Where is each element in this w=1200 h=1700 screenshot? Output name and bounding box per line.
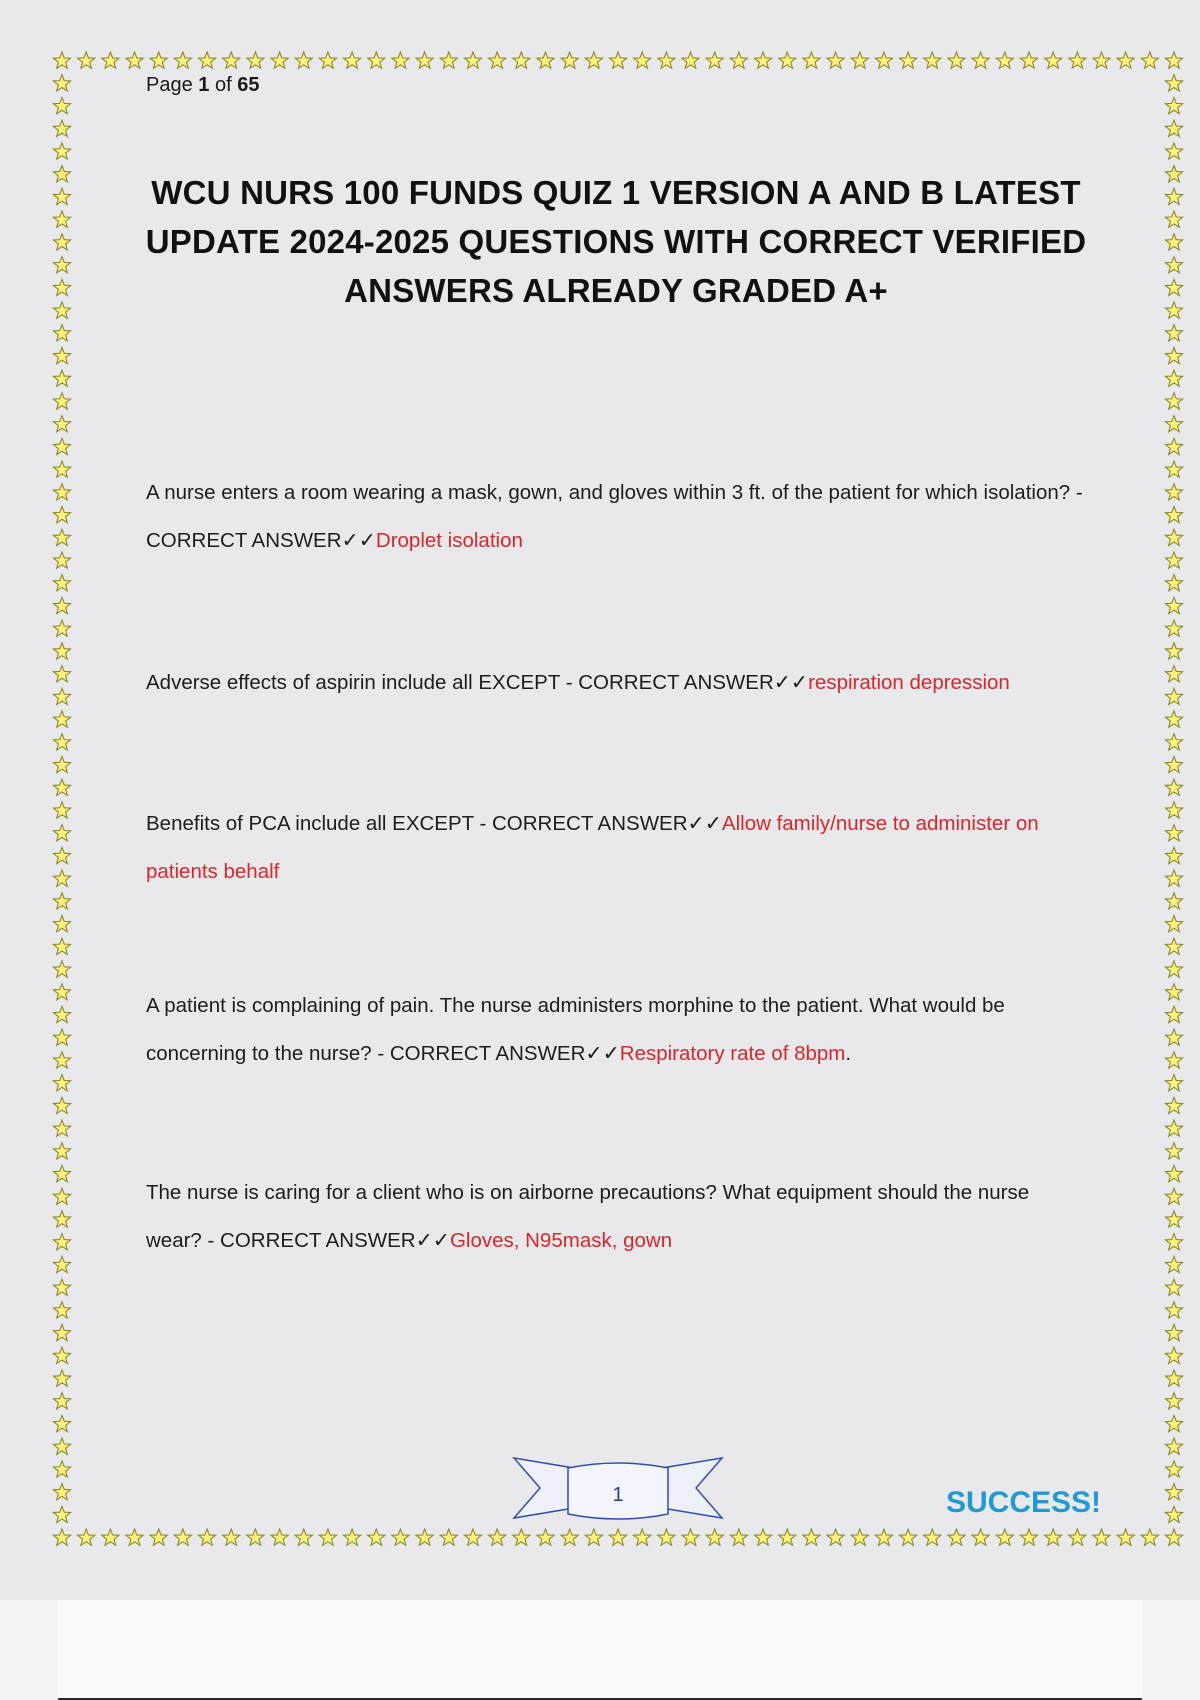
- star-icon: [53, 75, 70, 91]
- star-icon: [1165, 325, 1182, 341]
- star-icon: [1165, 643, 1182, 659]
- star-icon: [53, 1165, 70, 1181]
- star-icon: [1165, 120, 1182, 136]
- star-icon: [53, 1097, 70, 1113]
- star-icon: [706, 1529, 723, 1545]
- star-icon: [53, 257, 70, 273]
- star-icon: [1165, 1370, 1182, 1386]
- star-icon: [1165, 1097, 1182, 1113]
- star-icon: [1165, 711, 1182, 727]
- page-label: Page: [146, 74, 193, 96]
- star-icon: [1165, 1438, 1182, 1454]
- success-label: SUCCESS!: [946, 1486, 1102, 1519]
- star-icon: [247, 52, 264, 68]
- star-icon: [1165, 461, 1182, 477]
- star-icon: [440, 1529, 457, 1545]
- footer-page-number: 1: [612, 1484, 624, 1506]
- star-icon: [1165, 393, 1182, 409]
- star-icon: [319, 52, 336, 68]
- star-icon: [53, 302, 70, 318]
- star-icon: [174, 1529, 191, 1545]
- star-icon: [730, 52, 747, 68]
- star-icon: [1165, 75, 1182, 91]
- star-icon: [1093, 1529, 1110, 1545]
- page-number-header: [146, 74, 259, 97]
- qa-answer: Respiratory rate of 8bpm: [619, 1042, 846, 1065]
- star-icon: [53, 1324, 70, 1340]
- star-icon: [53, 893, 70, 909]
- star-icon: [295, 1529, 312, 1545]
- page-of-label: of: [214, 74, 232, 96]
- star-icon: [53, 575, 70, 591]
- star-icon: [1165, 1006, 1182, 1022]
- star-icon: [271, 1529, 288, 1545]
- star-icon: [53, 1279, 70, 1295]
- star-icon: [53, 915, 70, 931]
- star-icon: [1165, 529, 1182, 545]
- star-icon: [803, 52, 820, 68]
- star-icon: [368, 1529, 385, 1545]
- star-icon: [1165, 597, 1182, 613]
- star-icon: [53, 211, 70, 227]
- star-icon: [489, 52, 506, 68]
- star-icon: [53, 461, 70, 477]
- star-icon: [1165, 847, 1182, 863]
- star-icon: [53, 1256, 70, 1272]
- qa-item: [146, 659, 1086, 707]
- star-icon: [851, 1529, 868, 1545]
- star-icon: [1165, 734, 1182, 750]
- star-icon: [972, 1529, 989, 1545]
- star-icon: [53, 961, 70, 977]
- star-icon: [875, 52, 892, 68]
- star-icon: [53, 188, 70, 204]
- star-icon: [344, 1529, 361, 1545]
- star-icon: [1117, 1529, 1134, 1545]
- qa-answer: respiration depression: [808, 671, 1010, 694]
- star-icon: [996, 52, 1013, 68]
- star-icon: [53, 529, 70, 545]
- star-icon: [53, 120, 70, 136]
- star-icon: [706, 52, 723, 68]
- star-icon: [1045, 1529, 1062, 1545]
- star-icon: [53, 1120, 70, 1136]
- star-icon: [1165, 825, 1182, 841]
- star-icon: [1165, 1302, 1182, 1318]
- star-icon: [1165, 506, 1182, 522]
- star-icon: [53, 1461, 70, 1477]
- star-icon: [1165, 1256, 1182, 1272]
- qa-answer: Gloves, N95mask, gown: [449, 1229, 673, 1252]
- star-icon: [464, 1529, 481, 1545]
- star-icon: [658, 52, 675, 68]
- star-icon: [53, 847, 70, 863]
- star-icon: [53, 1006, 70, 1022]
- star-icon: [682, 1529, 699, 1545]
- star-icon: [754, 1529, 771, 1545]
- page-current: 1: [198, 74, 210, 96]
- star-icon: [779, 52, 796, 68]
- star-icon: [1165, 1165, 1182, 1181]
- star-icon: [53, 802, 70, 818]
- star-icon: [779, 1529, 796, 1545]
- star-icon: [416, 1529, 433, 1545]
- star-icon: [53, 1029, 70, 1045]
- star-icon: [1165, 756, 1182, 772]
- star-icon: [1165, 370, 1182, 386]
- star-icon: [1020, 52, 1037, 68]
- star-icon: [1165, 1324, 1182, 1340]
- qa-item: [146, 800, 1086, 896]
- qa-answer: Allow family/nurse to administer on patients behalf: [146, 812, 1039, 883]
- star-icon: [53, 984, 70, 1000]
- star-icon: [53, 734, 70, 750]
- star-icon: [53, 1052, 70, 1068]
- star-icon: [609, 1529, 626, 1545]
- star-icon: [53, 279, 70, 295]
- star-icon: [585, 52, 602, 68]
- star-icon: [1165, 915, 1182, 931]
- star-icon: [1165, 1234, 1182, 1250]
- star-icon: [53, 825, 70, 841]
- star-icon: [754, 52, 771, 68]
- star-icon: [53, 779, 70, 795]
- star-icon: [1165, 143, 1182, 159]
- star-icon: [1165, 166, 1182, 182]
- star-icon: [1165, 1143, 1182, 1159]
- star-icon: [271, 52, 288, 68]
- star-icon: [150, 1529, 167, 1545]
- star-icon: [537, 52, 554, 68]
- star-icon: [1165, 52, 1182, 68]
- star-icon: [102, 52, 119, 68]
- star-icon: [53, 1302, 70, 1318]
- star-icon: [53, 1506, 70, 1522]
- star-icon: [464, 52, 481, 68]
- star-icon: [1165, 1506, 1182, 1522]
- star-icon: [972, 52, 989, 68]
- star-icon: [53, 1143, 70, 1159]
- star-icon: [561, 52, 578, 68]
- star-icon: [53, 711, 70, 727]
- qa-item: [146, 469, 1086, 565]
- star-icon: [1165, 893, 1182, 909]
- star-icon: [53, 1484, 70, 1500]
- qa-question: Benefits of PCA include all EXCEPT - CORRECT ANSWER✓✓: [146, 812, 722, 835]
- star-icon: [609, 52, 626, 68]
- star-icon: [1165, 1393, 1182, 1409]
- star-icon: [924, 52, 941, 68]
- star-icon: [1165, 802, 1182, 818]
- star-icon: [53, 666, 70, 682]
- star-icon: [827, 52, 844, 68]
- star-icon: [1165, 416, 1182, 432]
- star-icon: [489, 1529, 506, 1545]
- star-icon: [1165, 1029, 1182, 1045]
- star-icon: [634, 52, 651, 68]
- star-icon: [53, 597, 70, 613]
- star-icon: [53, 756, 70, 772]
- star-icon: [1165, 97, 1182, 113]
- star-icon: [53, 1211, 70, 1227]
- star-icon: [1020, 1529, 1037, 1545]
- star-icon: [513, 1529, 530, 1545]
- star-icon: [1165, 1188, 1182, 1204]
- star-icon: [537, 1529, 554, 1545]
- star-icon: [53, 1075, 70, 1091]
- star-icon: [53, 1370, 70, 1386]
- star-icon: [851, 52, 868, 68]
- star-icon: [78, 1529, 95, 1545]
- star-icon: [948, 52, 965, 68]
- star-icon: [223, 52, 240, 68]
- star-icon: [344, 52, 361, 68]
- star-icon: [53, 97, 70, 113]
- star-icon: [1165, 1529, 1182, 1545]
- star-icon: [53, 438, 70, 454]
- star-icon: [803, 1529, 820, 1545]
- star-icon: [53, 166, 70, 182]
- star-icon: [682, 52, 699, 68]
- star-icon: [174, 52, 191, 68]
- star-icon: [295, 52, 312, 68]
- star-icon: [53, 870, 70, 886]
- star-icon: [53, 1188, 70, 1204]
- star-icon: [827, 1529, 844, 1545]
- star-icon: [1165, 620, 1182, 636]
- star-icon: [392, 52, 409, 68]
- star-icon: [53, 347, 70, 363]
- qa-question: A nurse enters a room wearing a mask, gown, and gloves within 3 ft. of the patient for which isolation? - CORRECT ANSWER✓✓: [146, 481, 1083, 552]
- star-icon: [1165, 1075, 1182, 1091]
- star-icon: [996, 1529, 1013, 1545]
- star-icon: [1069, 1529, 1086, 1545]
- page-total: 65: [237, 74, 260, 96]
- qa-question: Adverse effects of aspirin include all EXCEPT - CORRECT ANSWER✓✓: [146, 671, 809, 694]
- star-icon: [53, 143, 70, 159]
- star-icon: [634, 1529, 651, 1545]
- star-icon: [78, 52, 95, 68]
- qa-suffix: .: [845, 1042, 852, 1065]
- star-icon: [198, 1529, 215, 1545]
- star-icon: [53, 1393, 70, 1409]
- star-icon: [1165, 961, 1182, 977]
- star-icon: [53, 1438, 70, 1454]
- star-icon: [1165, 666, 1182, 682]
- star-icon: [53, 1234, 70, 1250]
- star-icon: [53, 52, 70, 68]
- document-title: WCU NURS 100 FUNDS QUIZ 1 VERSION A AND B LATEST UPDATE 2024-2025 QUESTIONS WITH CORRECT VERIFIED ANSWERS ALREADY GRADED A+: [145, 174, 1087, 309]
- star-icon: [53, 938, 70, 954]
- star-icon: [440, 52, 457, 68]
- star-icon: [416, 52, 433, 68]
- star-icon: [1165, 302, 1182, 318]
- star-icon: [875, 1529, 892, 1545]
- star-icon: [730, 1529, 747, 1545]
- star-icon: [53, 484, 70, 500]
- star-icon: [513, 52, 530, 68]
- star-icon: [658, 1529, 675, 1545]
- star-icon: [1165, 484, 1182, 500]
- star-icon: [1165, 438, 1182, 454]
- qa-item: [146, 1169, 1086, 1265]
- star-icon: [1093, 52, 1110, 68]
- star-icon: [1165, 347, 1182, 363]
- star-icon: [102, 1529, 119, 1545]
- star-icon: [1165, 575, 1182, 591]
- star-icon: [53, 234, 70, 250]
- star-icon: [561, 1529, 578, 1545]
- star-icon: [126, 52, 143, 68]
- star-icon: [53, 416, 70, 432]
- star-icon: [585, 1529, 602, 1545]
- star-icon: [368, 52, 385, 68]
- star-icon: [53, 325, 70, 341]
- star-icon: [53, 620, 70, 636]
- star-icon: [1165, 1347, 1182, 1363]
- star-icon: [223, 1529, 240, 1545]
- star-icon: [1165, 984, 1182, 1000]
- qa-question: A patient is complaining of pain. The nurse administers morphine to the patient. What would be concerning to the nurse? - CORRECT ANSWER✓✓: [146, 994, 1005, 1065]
- star-icon: [53, 688, 70, 704]
- star-icon: [924, 1529, 941, 1545]
- next-page-inner: [58, 1600, 1142, 1700]
- star-icon: [53, 393, 70, 409]
- star-icon: [319, 1529, 336, 1545]
- star-icon: [1045, 52, 1062, 68]
- star-icon: [53, 506, 70, 522]
- qa-question: The nurse is caring for a client who is on airborne precautions? What equipment should the nurse wear? - CORRECT ANSWER✓✓: [146, 1181, 1030, 1252]
- star-icon: [1165, 938, 1182, 954]
- star-icon: [53, 643, 70, 659]
- star-icon: [1165, 1461, 1182, 1477]
- star-icon: [1141, 1529, 1158, 1545]
- qa-answer: Droplet isolation: [375, 529, 523, 552]
- star-icon: [1165, 257, 1182, 273]
- star-icon: [53, 1415, 70, 1431]
- star-icon: [1165, 1279, 1182, 1295]
- star-icon: [1165, 688, 1182, 704]
- star-icon: [1165, 1484, 1182, 1500]
- star-icon: [1165, 1415, 1182, 1431]
- star-icon: [1117, 52, 1134, 68]
- star-icon: [1165, 188, 1182, 204]
- star-icon: [53, 370, 70, 386]
- star-icon: [1165, 779, 1182, 795]
- star-icon: [1165, 211, 1182, 227]
- star-icon: [53, 552, 70, 568]
- star-icon: [1165, 1120, 1182, 1136]
- qa-item: [146, 982, 1086, 1078]
- star-icon: [1165, 870, 1182, 886]
- star-icon: [1165, 552, 1182, 568]
- star-icon: [53, 1347, 70, 1363]
- star-icon: [1141, 52, 1158, 68]
- star-icon: [1165, 279, 1182, 295]
- star-icon: [1165, 234, 1182, 250]
- next-page-edge: [0, 1600, 1200, 1700]
- star-icon: [198, 52, 215, 68]
- star-icon: [1069, 52, 1086, 68]
- star-icon: [900, 52, 917, 68]
- star-icon: [900, 1529, 917, 1545]
- star-icon: [1165, 1052, 1182, 1068]
- star-icon: [392, 1529, 409, 1545]
- star-icon: [1165, 1211, 1182, 1227]
- star-icon: [247, 1529, 264, 1545]
- star-icon: [126, 1529, 143, 1545]
- star-icon: [53, 1529, 70, 1545]
- star-icon: [150, 52, 167, 68]
- star-icon: [948, 1529, 965, 1545]
